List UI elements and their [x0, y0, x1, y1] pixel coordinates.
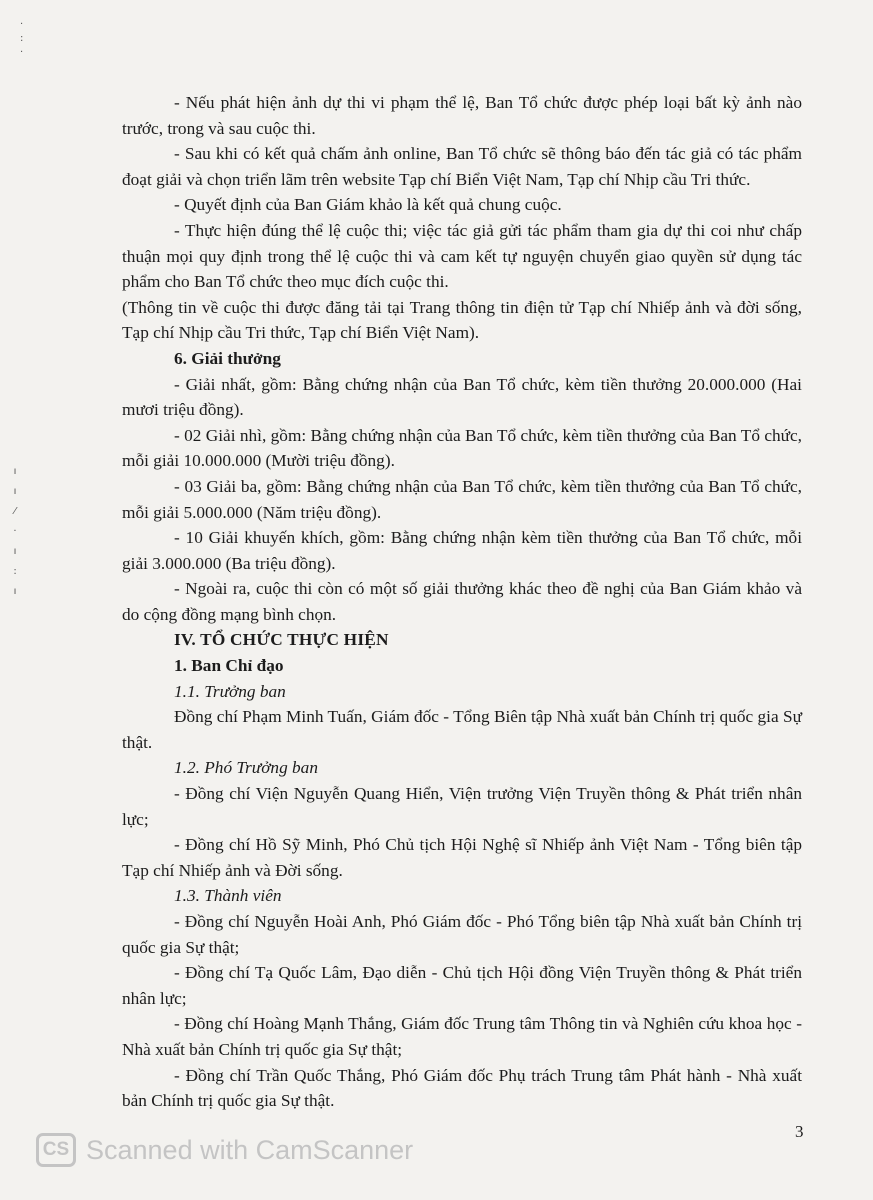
member-item: - Đồng chí Viện Nguyễn Quang Hiển, Viện trưởng Viện Truyền thông & Phát triển nhân lực; [122, 784, 802, 829]
prize-item: - 10 Giải khuyến khích, gồm: Bằng chứng nhận kèm tiền thưởng của Ban Tổ chức, mỗi giải 3.000.000 (Ba triệu đồng). [122, 528, 802, 573]
paragraph: Đồng chí Phạm Minh Tuấn, Giám đốc - Tổng Biên tập Nhà xuất bản Chính trị quốc gia Sự thật. [122, 707, 802, 752]
member-item: - Đồng chí Hoàng Mạnh Thắng, Giám đốc Trung tâm Thông tin và Nghiên cứu khoa học - Nhà xuất bản Chính trị quốc gia Sự thật; [122, 1014, 802, 1059]
paragraph: - Quyết định của Ban Giám khảo là kết quả chung cuộc. [174, 195, 562, 215]
member-item: - Đồng chí Trần Quốc Thắng, Phó Giám đốc Phụ trách Trung tâm Phát hành - Nhà xuất bản Chính trị quốc gia Sự thật. [122, 1065, 802, 1111]
document-body [122, 90, 802, 1114]
prize-item: - Ngoài ra, cuộc thi còn có một số giải thưởng khác theo đề nghị của Ban Giám khảo và do cộng đồng mạng bình chọn. [122, 579, 802, 624]
prize-item: - 02 Giải nhì, gồm: Bằng chứng nhận của Ban Tổ chức, kèm tiền thưởng của Ban Tổ chức, mỗi giải 10.000.000 (Mười triệu đồng). [122, 425, 802, 471]
paragraph: - Sau khi có kết quả chấm ảnh online, Ban Tổ chức sẽ thông báo đến tác giả có tác phẩm đoạt giải và chọn triển lãm trên website Tạp chí Biển Việt Nam, Tạp chí Nhịp cầu Tri thức. [122, 144, 802, 189]
prize-item: - 03 Giải ba, gồm: Bằng chứng nhận của Ban Tổ chức, kèm tiền thưởng của Ban Tổ chức, mỗi giải 5.000.000 (Năm triệu đồng). [122, 476, 802, 522]
subsection-1-3-heading: 1.3. Thành viên [174, 886, 282, 906]
page-number: 3 [795, 1122, 804, 1141]
margin-stamp-marks: ı ı ⁄ · ı : ı [13, 466, 17, 597]
watermark-text: Scanned with CamScanner [86, 1134, 414, 1165]
corner-marks: · : · [20, 19, 24, 58]
subsection-1-1-heading: 1.1. Trưởng ban [174, 681, 286, 701]
subsection-1-2-heading: 1.2. Phó Trưởng ban [174, 758, 318, 778]
prize-item: - Giải nhất, gồm: Bằng chứng nhận của Ban Tổ chức, kèm tiền thưởng 20.000.000 (Hai mươi triệu đồng). [122, 374, 802, 420]
section-iv-heading: IV. TỔ CHỨC THỰC HIỆN [174, 630, 389, 650]
paragraph: - Nếu phát hiện ảnh dự thi vi phạm thể lệ, Ban Tổ chức được phép loại bất kỳ ảnh nào trước, trong và sau cuộc thi. [122, 93, 802, 138]
camscanner-watermark [36, 1133, 413, 1167]
section-6-heading: 6. Giải thưởng [174, 348, 281, 368]
paragraph-note: (Thông tin về cuộc thi được đăng tải tại Trang thông tin điện tử Tạp chí Nhiếp ảnh và đời sống, Tạp chí Nhịp cầu Tri thức, Tạp chí Biển Việt Nam). [122, 297, 802, 343]
paragraph: - Thực hiện đúng thể lệ cuộc thi; việc tác giả gửi tác phẩm tham gia dự thi coi như chấp thuận mọi quy định trong thể lệ cuộc thi và cam kết tự nguyện chuyển giao quyền sử dụng tác phẩm cho Ban Tổ chức theo mục đích cuộc thi. [122, 220, 802, 292]
subsection-1-heading: 1. Ban Chỉ đạo [174, 656, 284, 676]
member-item: - Đồng chí Hồ Sỹ Minh, Phó Chủ tịch Hội Nghệ sĩ Nhiếp ảnh Việt Nam - Tổng biên tập Tạp chí Nhiếp ảnh và Đời sống. [122, 835, 802, 880]
member-item: - Đồng chí Nguyễn Hoài Anh, Phó Giám đốc - Phó Tổng biên tập Nhà xuất bản Chính trị quốc gia Sự thật; [122, 912, 802, 957]
camscanner-logo-icon: CS [36, 1133, 76, 1167]
member-item: - Đồng chí Tạ Quốc Lâm, Đạo diễn - Chủ tịch Hội đồng Viện Truyền thông & Phát triển nhân lực; [122, 963, 802, 1008]
